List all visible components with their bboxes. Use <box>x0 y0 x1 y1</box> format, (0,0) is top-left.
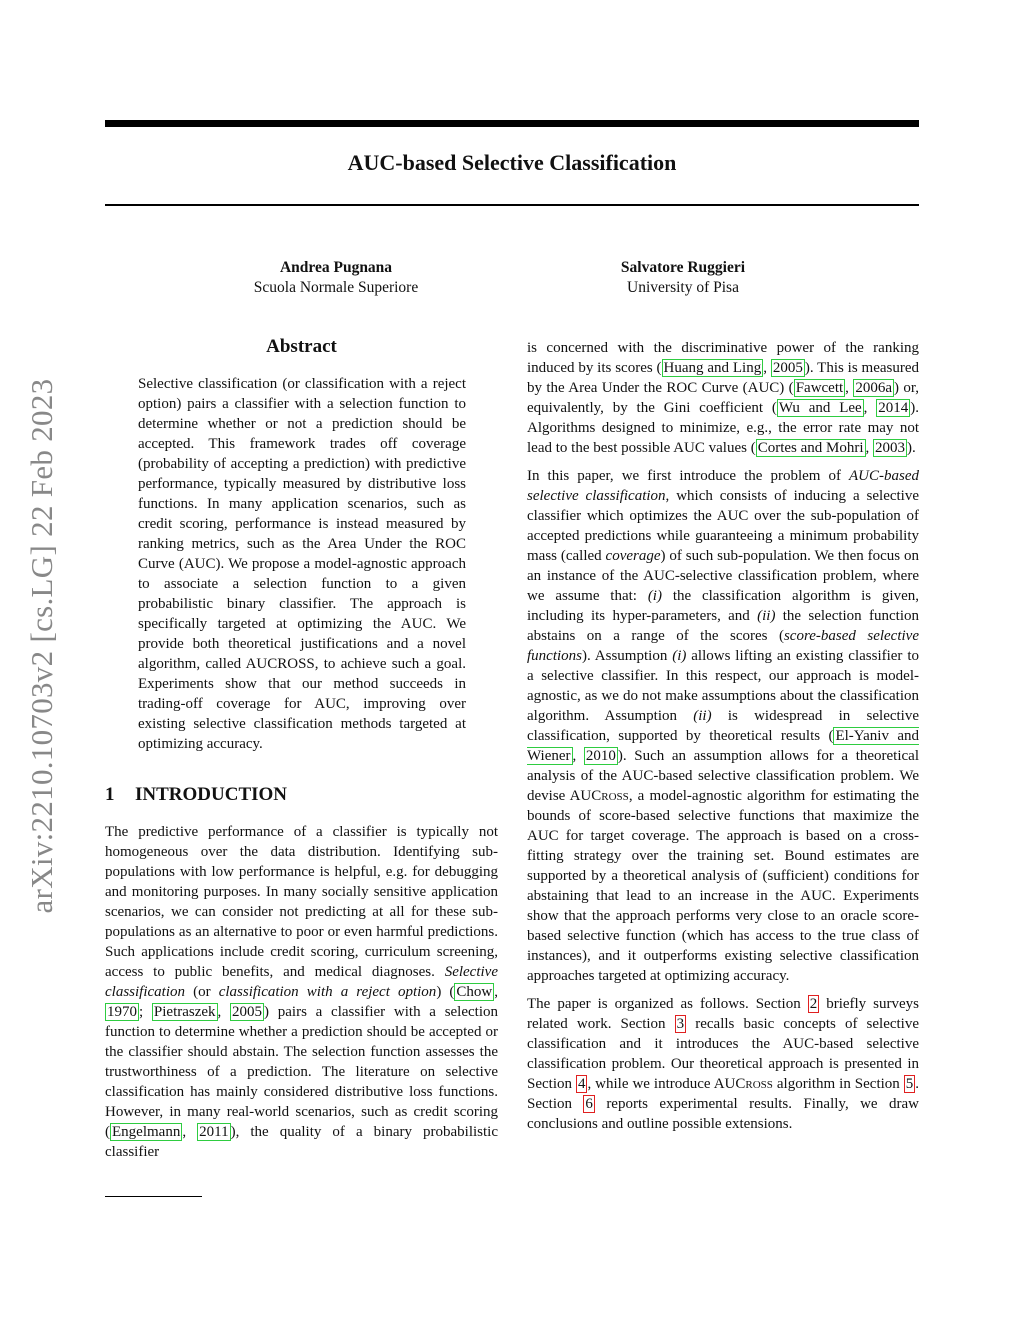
citation-link[interactable]: 2003 <box>875 440 906 456</box>
text-run: ) or, equivalently, by the Gini coefficient ( <box>527 380 920 416</box>
emphasis: (ii) <box>757 608 776 624</box>
text-run: ) of such sub-population. We then focus on an instance of the AUC-selective classification problem, where we assume that: <box>527 548 919 604</box>
citation-link[interactable]: Engelmann <box>112 1124 181 1140</box>
text-run: , <box>217 1004 231 1020</box>
text-run: allows lifting an existing classifier to a selective classifier. In this respect, our approach is model-agnostic, as we do not make assumptions about the classification algorithm. Assumption <box>527 648 919 724</box>
text-run: , which consists of inducing a selective classifier which optimizes the AUC over the sub-population of accepted predictions while guaranteeing a minimum probability mass (called <box>527 488 919 564</box>
text-run: . Section <box>527 1076 920 1112</box>
abstract-text: Selective classification (or classification with a reject option) pairs a classifier with a selection function to determine whether or not a prediction should be accepted. This framework trades off coverage (probability of accepting a prediction) with predictive performance, typically measured by distributive loss functions. In many application scenarios, such as credit scoring, performance is instead measured by ranking metrics, such as the Area Under the ROC Curve (AUC). We propose a model-agnostic approach to associate a selection function to a given probabilistic binary classifier. The approach is specifically targeted at optimizing the AUC. We provide both theoretical justifications and a novel algorithm, called AUCROSS, to achieve such a goal. Experiments show that our method succeeds in trading-off coverage for AUC, improving over existing selective classification methods targeted at optimizing accuracy. <box>138 376 466 752</box>
abstract-heading: Abstract <box>266 336 337 357</box>
text-run: recalls basic concepts of selective classification and it introduces the AUC-based selective classification problem. Our theoretical approach is presented in Section <box>527 1016 920 1092</box>
small-caps-text: ross <box>601 788 629 804</box>
small-caps-text: ross <box>745 1076 773 1092</box>
section-ref-link[interactable]: 3 <box>676 1016 685 1032</box>
text-run: ). Such an assumption allows for a theoretical analysis of the AUC-based selective classification problem. We devise AUC <box>527 748 919 804</box>
author-affiliation: University of Pisa <box>627 279 739 296</box>
section-ref-link[interactable]: 4 <box>577 1076 586 1092</box>
text-run: , while we introduce AUC <box>587 1076 746 1092</box>
text-run: ). <box>907 440 916 456</box>
emphasis: coverage <box>605 548 661 564</box>
text-run: In this paper, we first introduce the problem of <box>527 468 849 484</box>
text-run: The predictive performance of a classifier is typically not homogeneous over the data distribution. Identifying sub-populations with low performance is helpful, e.g. for debugging and monitoring purposes. In many socially sensitive application scenarios, we can consider not predicting at all for these sub-populations as an alternative to poor or even harmful predictions. Such applications include credit scoring, curriculum screening, access to public benefits, and medical diagnoses. <box>105 824 498 980</box>
text-run: ). Algorithms designed to minimize, e.g., the error rate may not lead to the best possible AUC values ( <box>527 400 919 456</box>
text-run: is widespread in selective classification, supported by theoretical results ( <box>527 708 919 744</box>
emphasis: Selective classification <box>105 964 498 1000</box>
citation-link[interactable]: Wu and Lee <box>778 400 862 416</box>
intro-paragraph-2 <box>527 466 919 986</box>
citation-link[interactable]: 2005 <box>772 360 803 376</box>
text-run: , <box>865 440 874 456</box>
text-run: The paper is organized as follows. Section <box>527 996 808 1012</box>
text-run: briefly surveys related work. Section <box>527 996 919 1032</box>
intro-paragraph-1-continued <box>527 338 919 458</box>
author-name: Salvatore Ruggieri <box>620 259 746 276</box>
citation-link[interactable]: 2011 <box>199 1124 229 1140</box>
emphasis: (ii) <box>693 708 712 724</box>
intro-paragraph-1 <box>105 822 498 1162</box>
text-run: , <box>572 748 584 764</box>
citation-link[interactable]: 2005 <box>232 1004 263 1020</box>
text-run: algorithm in Section <box>772 1076 904 1092</box>
emphasis: AUC-based selective classification <box>527 468 919 504</box>
text-run: , <box>494 984 498 1000</box>
citation-link[interactable]: Huang and Ling <box>663 360 762 376</box>
text-run: ). This is measured by the Area Under the ROC Curve (AUC) ( <box>527 360 920 396</box>
emphasis: (i) <box>672 648 687 664</box>
citation-link[interactable]: El-Yaniv and Wiener <box>527 728 920 764</box>
left-column <box>105 334 498 1170</box>
citation-link[interactable]: 2006a <box>855 380 892 396</box>
citation-link[interactable]: 2014 <box>878 400 909 416</box>
text-run: , a model-agnostic algorithm for estimating the bounds of score-based selective functions that maximize the AUC for target coverage. The approach is based on a cross-fitting strategy over the training set. Bound estimates are supported by a theoretical analysis of (sufficient) conditions for abstaining that lead to an increase in the AUC. Experiments show that the approach performs very close to an oracle score-based selective function (which has access to the true class of instances), and it outperforms existing selective classification approaches targeted at optimizing accuracy. <box>527 788 919 984</box>
text-run: ; <box>139 1004 152 1020</box>
text-run: the classification algorithm is given, including its hyper-parameters, and <box>527 588 920 624</box>
section-ref-link[interactable]: 2 <box>809 996 818 1012</box>
author-affiliation: Scuola Normale Superiore <box>253 279 419 296</box>
title-rule-top <box>105 120 919 127</box>
emphasis: classification with a reject option <box>218 984 437 1000</box>
text-run: ). Assumption <box>582 648 673 664</box>
emphasis: (i) <box>647 588 662 604</box>
citation-link[interactable]: Pietraszek <box>153 1004 216 1020</box>
section-number: 1 <box>105 784 115 805</box>
citation-link[interactable]: 1970 <box>107 1004 137 1020</box>
paper-title: AUC-based Selective Classification <box>347 150 677 175</box>
emphasis: score-based selective functions <box>527 628 919 664</box>
section-ref-link[interactable]: 5 <box>905 1076 914 1092</box>
author-block-1 <box>186 258 486 298</box>
text-run: ) ( <box>436 984 455 1000</box>
right-column <box>527 338 919 1142</box>
footnote-rule <box>105 1196 202 1197</box>
text-run: ) pairs a classifier with a selection function to determine whether a prediction should be accepted or the classifier should abstain. The selection function assesses the trustworthiness of a prediction. The literature on selective classification has mainly considered distributive loss functions. However, in many real-world scenarios, such as credit scoring ( <box>105 1004 499 1140</box>
text-run: , <box>845 380 854 396</box>
citation-link[interactable]: Fawcett <box>795 380 844 396</box>
text-run: (or <box>185 984 219 1000</box>
section-ref-link[interactable]: 6 <box>585 1096 593 1112</box>
arxiv-watermark: arXiv:2210.10703v2 [cs.LG] 22 Feb 2023 <box>24 378 59 914</box>
text-run: ), the quality of a binary probabilistic classifier <box>105 1124 498 1160</box>
text-run: reports experimental results. Finally, we draw conclusions and outline possible extensions. <box>527 1096 919 1132</box>
citation-link[interactable]: Chow <box>456 984 493 1000</box>
author-name: Andrea Pugnana <box>279 259 393 276</box>
text-run: the selection function abstains on a range of the scores ( <box>527 608 919 644</box>
text-run: , <box>763 360 771 376</box>
citation-link[interactable]: 2010 <box>585 748 616 764</box>
author-block-2 <box>533 258 833 298</box>
section-title: INTRODUCTION <box>135 784 288 805</box>
title-rule-bottom <box>105 204 919 206</box>
section-heading-introduction <box>105 782 498 808</box>
intro-paragraph-3 <box>527 994 919 1134</box>
text-run: , <box>863 400 877 416</box>
citation-link[interactable]: Cortes and Mohri <box>757 440 864 456</box>
text-run: , <box>182 1124 198 1140</box>
text-run: is concerned with the discriminative power of the ranking induced by its scores ( <box>527 340 919 376</box>
